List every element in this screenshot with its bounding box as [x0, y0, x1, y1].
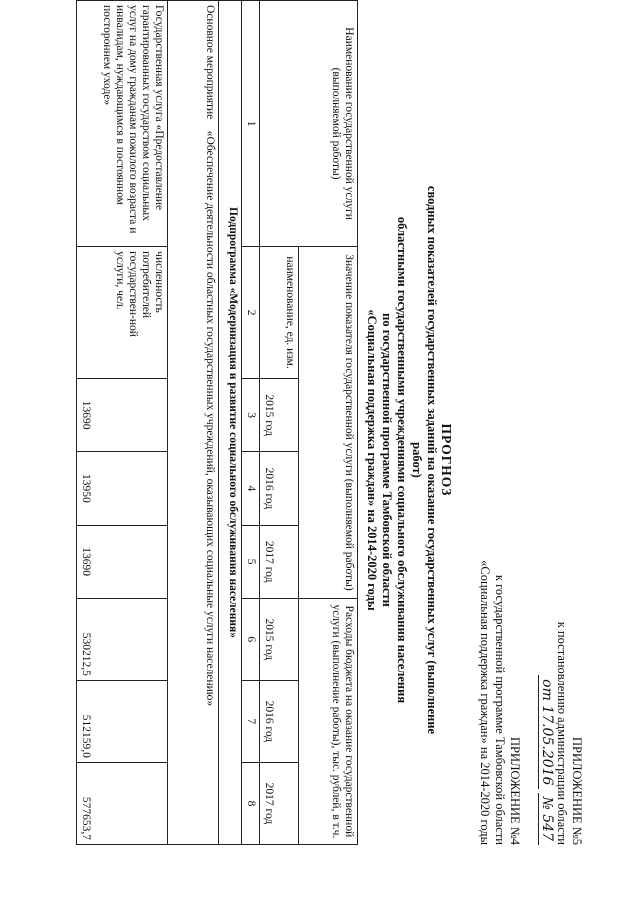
main-activity-text: «Обеспечение деятельности областных государственных учреждений, оказывающих социальные услуги населению» — [204, 130, 216, 707]
header-budget-year-2016: 2016 год — [260, 680, 299, 762]
column-number-row — [242, 1, 260, 845]
forecast-table — [76, 0, 358, 845]
col-number: 7 — [242, 680, 260, 762]
document-heading — [364, 180, 454, 740]
service-name: Государственная услуга «Предоставление гарантированных государством социальных услуг на дому гражданам пожилого возраста и инвалидам, нуждающимся в постоянном постороннем уходе» — [77, 1, 168, 247]
budget-2017: 577653,7 — [77, 762, 168, 844]
value-2017: 13690 — [77, 525, 168, 598]
appendix-5-decree-line: к постановлению администрации области — [555, 621, 569, 845]
header-indicator-name: наименование, ед. изм. — [260, 247, 299, 379]
handwritten-date-number — [538, 622, 554, 845]
indicator-name: численность потребителей государствен-ной услуги, чел. — [77, 247, 168, 379]
header-budget-year-2015: 2015 год — [260, 598, 299, 680]
col-number: 3 — [242, 379, 260, 452]
col-number: 6 — [242, 598, 260, 680]
header-budget-year-2017: 2017 год — [260, 762, 299, 844]
table-row — [77, 1, 168, 845]
heading-line-4: «Социальная поддержка граждан» на 2014-2020 годы — [365, 309, 379, 611]
col-number: 8 — [242, 762, 260, 844]
appendix-5-title: ПРИЛОЖЕНИЕ №5 — [570, 736, 584, 845]
appendix-5-header — [538, 622, 584, 845]
col-number: 1 — [242, 1, 260, 247]
heading-line-2: областными государственными учреждениями социального обслуживания населения — [395, 216, 409, 704]
main-activity-label: Основное мероприятие — [204, 5, 216, 120]
header-year-2017: 2017 год — [260, 525, 299, 598]
handwritten-number: № 547 — [538, 793, 554, 845]
heading-title: ПРОГНОЗ — [439, 423, 454, 497]
value-2015: 13690 — [77, 379, 168, 452]
subprogram-row — [219, 1, 242, 845]
main-activity-row — [168, 1, 219, 845]
col-number: 5 — [242, 525, 260, 598]
main-activity — [168, 1, 219, 845]
header-row-1 — [299, 1, 358, 845]
value-2016: 13950 — [77, 452, 168, 525]
col-number: 4 — [242, 452, 260, 525]
header-indicator-group: Значение показателя государственной услуги (выполняемой работы) — [299, 247, 358, 599]
budget-2015: 530212,5 — [77, 598, 168, 680]
appendix-4-line-1: к государственной программе Тамбовской области — [493, 574, 507, 845]
appendix-4-header — [477, 560, 522, 845]
heading-line-3: по государственной программе Тамбовской области — [380, 313, 394, 607]
handwritten-date: от 17.05.2016 — [538, 675, 554, 789]
header-year-2015: 2015 год — [260, 379, 299, 452]
subprogram-title: Подпрограмма «Модернизация и развитие социального обслуживания населения» — [219, 1, 242, 845]
col-number: 2 — [242, 247, 260, 379]
header-year-2016: 2016 год — [260, 452, 299, 525]
appendix-4-title: ПРИЛОЖЕНИЕ №4 — [508, 736, 522, 845]
header-budget-group: Расходы бюджета на оказание государственной услуги (выполнение работы), тыс. рублей, в т.ч. — [299, 598, 358, 844]
header-service: Наименование государственной услуги (выполняемой работы) — [260, 1, 358, 247]
heading-line-1: сводных показателей государственных заданий на оказание государственных услуг (выполнение работ) — [410, 185, 439, 735]
budget-2016: 512159,0 — [77, 680, 168, 762]
appendix-4-line-2: «Социальная поддержка граждан» на 2014-2020 годы — [478, 560, 492, 845]
